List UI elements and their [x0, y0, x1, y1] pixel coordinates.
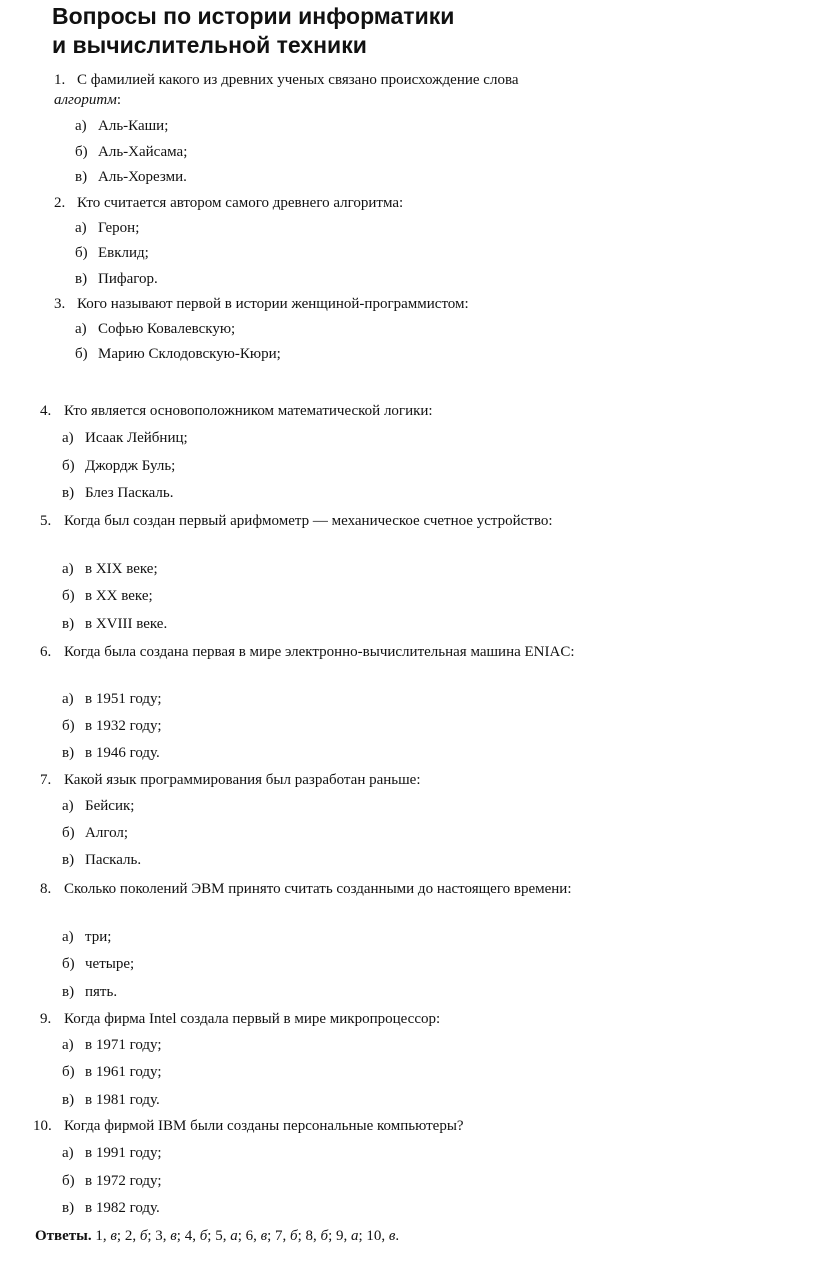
option-4-b: б) Джордж Буль; [62, 458, 176, 474]
option-1-c: в) Аль-Хорезми. [75, 169, 187, 185]
option-7-b: б) Алгол; [62, 825, 129, 841]
italic-term: алгоритм [54, 92, 117, 108]
title-line-1: Вопросы по истории информатики [52, 3, 455, 29]
option-7-a: а) Бейсик; [62, 798, 135, 814]
answer-item: 10, в. [366, 1228, 400, 1244]
option-5-c: в) в XVIII веке. [62, 616, 168, 632]
option-8-b: б) четыре; [62, 956, 135, 972]
option-1-a: а) Аль-Каши; [75, 118, 169, 134]
question-number: 5. [40, 513, 52, 529]
page-title [52, 2, 454, 60]
question-number: 6. [40, 644, 52, 660]
question-text: Кто является основоположником математической логики: [64, 403, 433, 419]
option-10-a: а) в 1991 году; [62, 1145, 162, 1161]
option-4-a: а) Исаак Лейбниц; [62, 430, 188, 446]
question-2 [54, 193, 664, 213]
question-text: Когда фирмой IBM были созданы персональные компьютеры? [64, 1118, 464, 1134]
title-line-2: и вычислительной техники [52, 32, 367, 58]
answer-item: 1, в; [95, 1228, 122, 1244]
question-text: Какой язык программирования был разработан раньше: [64, 772, 421, 788]
option-7-c: в) Паскаль. [62, 852, 142, 868]
option-9-c: в) в 1981 году. [62, 1092, 160, 1108]
answer-item: 8, б; [305, 1228, 333, 1244]
answer-item: 4, б; [184, 1228, 212, 1244]
option-10-c: в) в 1982 году. [62, 1200, 160, 1216]
question-10 [33, 1116, 643, 1136]
option-10-b: б) в 1972 году; [62, 1173, 162, 1189]
answers-label: Ответы. [35, 1228, 92, 1244]
option-9-a: а) в 1971 году; [62, 1037, 162, 1053]
question-text: С фамилией какого из древних ученых связано происхождение слова алгоритм: [54, 72, 519, 108]
question-number: 8. [40, 881, 52, 897]
answer-item: 3, в; [155, 1228, 181, 1244]
option-2-b: б) Евклид; [75, 245, 149, 261]
question-number: 3. [54, 296, 66, 312]
question-4 [40, 401, 650, 421]
option-8-c: в) пять. [62, 984, 118, 1000]
option-6-c: в) в 1946 году. [62, 745, 160, 761]
question-6 [40, 642, 665, 662]
question-text: Когда был создан первый арифмометр — механическое счетное устройство: [64, 513, 553, 529]
question-number: 2. [54, 195, 66, 211]
option-2-a: а) Герон; [75, 220, 140, 236]
option-4-c: в) Блез Паскаль. [62, 485, 174, 501]
answer-item: 2, б; [124, 1228, 152, 1244]
question-number: 9. [40, 1011, 52, 1027]
question-number: 7. [40, 772, 52, 788]
option-3-a: а) Софью Ковалевскую; [75, 321, 236, 337]
question-1 [54, 70, 664, 110]
answer-item: 5, а; [215, 1228, 242, 1244]
question-number: 4. [40, 403, 52, 419]
option-8-a: а) три; [62, 929, 112, 945]
answer-item: 9, а; [335, 1228, 363, 1244]
option-2-c: в) Пифагор. [75, 271, 158, 287]
question-7 [40, 770, 650, 790]
question-9 [40, 1009, 650, 1029]
option-6-a: а) в 1951 году; [62, 691, 162, 707]
option-5-b: б) в XX веке; [62, 588, 153, 604]
question-text: Когда фирма Intel создала первый в мире микропроцессор: [64, 1011, 441, 1027]
answers-line [35, 1226, 399, 1246]
option-5-a: а) в XIX веке; [62, 561, 158, 577]
question-number: 10. [33, 1118, 52, 1134]
question-number: 1. [54, 72, 66, 88]
question-text: Сколько поколений ЭВМ принято считать созданными до настоящего времени: [64, 881, 572, 897]
option-6-b: б) в 1932 году; [62, 718, 162, 734]
question-3 [54, 294, 664, 314]
answer-item: 7, б; [275, 1228, 302, 1244]
question-text: Кто считается автором самого древнего алгоритма: [77, 195, 404, 211]
option-3-b: б) Марию Склодовскую-Кюри; [75, 346, 281, 362]
question-5 [40, 511, 665, 531]
answer-item: 6, в; [245, 1228, 272, 1244]
question-text: Когда была создана первая в мире электронно-вычислительная машина ENIAC: [64, 644, 575, 660]
option-9-b: б) в 1961 году; [62, 1064, 162, 1080]
question-text: Кого называют первой в истории женщиной-программистом: [77, 296, 469, 312]
option-1-b: б) Аль-Хайсама; [75, 144, 188, 160]
question-8 [40, 879, 665, 899]
